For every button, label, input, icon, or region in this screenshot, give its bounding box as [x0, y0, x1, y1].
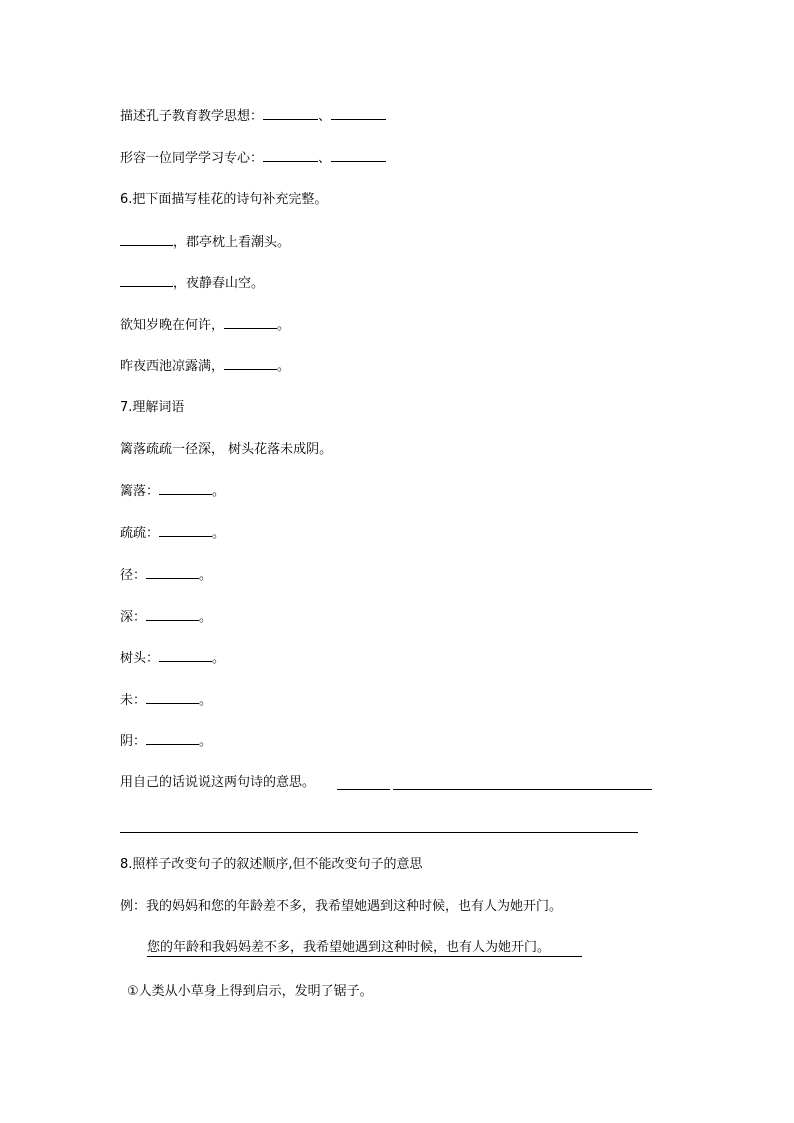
answer-blank[interactable] [146, 608, 199, 621]
answer-blank[interactable] [263, 149, 318, 162]
q7-term-row [120, 649, 225, 668]
answer-blank[interactable] [146, 566, 199, 579]
answer-blank[interactable] [224, 357, 277, 370]
answer-blank[interactable] [331, 149, 386, 162]
period: 。 [277, 359, 291, 374]
answer-blank[interactable] [337, 789, 390, 790]
period: 。 [199, 568, 213, 583]
term-label: 阴： [120, 734, 147, 749]
q5-line-confucius [120, 107, 386, 126]
q8-example-answer: 您的年龄和我妈妈差不多，我希望她遇到这种时候，也有人为她开门。 [147, 940, 551, 955]
example-answer-underline [147, 956, 582, 957]
answer-blank[interactable] [159, 524, 212, 537]
q6-title: 6.把下面描写桂花的诗句补充完整。 [120, 192, 328, 207]
answer-blank[interactable] [120, 274, 173, 287]
term-label: 树头： [120, 651, 160, 666]
q7-term-row [120, 608, 212, 627]
poem-text: 昨夜西池凉露满， [120, 359, 225, 374]
term-label: 径： [120, 568, 147, 583]
answer-blank[interactable] [146, 732, 199, 745]
answer-blank[interactable] [159, 649, 212, 662]
term-label: 深： [120, 610, 147, 625]
answer-blank[interactable] [120, 233, 173, 246]
q7-term-row [120, 524, 225, 543]
q5-line2-label: 形容一位同学学习专心： [120, 151, 264, 166]
q5-line-focused [120, 149, 386, 168]
q8-title: 8.照样子改变句子的叙述顺序,但不能改变句子的意思 [120, 857, 423, 872]
q7-term-row [120, 482, 225, 501]
term-label: 疏疏： [120, 526, 160, 541]
answer-blank[interactable] [224, 316, 277, 329]
period: 。 [277, 318, 291, 333]
q6-line4 [120, 357, 290, 376]
period: 。 [212, 651, 226, 666]
term-label: 未： [120, 693, 147, 708]
q7-term-row [120, 732, 212, 751]
answer-line[interactable] [120, 832, 638, 833]
period: 。 [199, 693, 213, 708]
period: 。 [199, 734, 213, 749]
poem-text: ，夜静春山空。 [173, 276, 265, 291]
period: 。 [212, 484, 226, 499]
q7-term-row [120, 566, 212, 585]
answer-blank[interactable] [159, 482, 212, 495]
separator: 、 [318, 109, 332, 124]
answer-line[interactable] [393, 789, 652, 790]
period: 。 [212, 526, 226, 541]
q7-term-row [120, 691, 212, 710]
q6-line3 [120, 316, 290, 335]
q6-line2 [120, 274, 264, 293]
q8-item-1: ①人类从小草身上得到启示，发明了锯子。 [127, 984, 373, 999]
answer-blank[interactable] [146, 691, 199, 704]
answer-blank[interactable] [331, 107, 386, 120]
q7-title: 7.理解词语 [120, 400, 185, 415]
q7-poem: 篱落疏疏一径深， 树头花落未成阴。 [120, 442, 333, 457]
poem-text: 欲知岁晚在何许， [120, 318, 225, 333]
q8-example: 例：我的妈妈和您的年龄差不多，我希望她遇到这种时候，也有人为她开门。 [120, 899, 563, 914]
period: 。 [199, 610, 213, 625]
q7-meaning-prompt: 用自己的话说说这两句诗的意思。 [120, 775, 316, 790]
q5-line1-label: 描述孔子教育教学思想： [120, 109, 264, 124]
separator: 、 [318, 151, 332, 166]
term-label: 篱落： [120, 484, 160, 499]
q6-line1 [120, 233, 290, 252]
answer-blank[interactable] [263, 107, 318, 120]
poem-text: ，郡亭枕上看潮头。 [173, 235, 291, 250]
